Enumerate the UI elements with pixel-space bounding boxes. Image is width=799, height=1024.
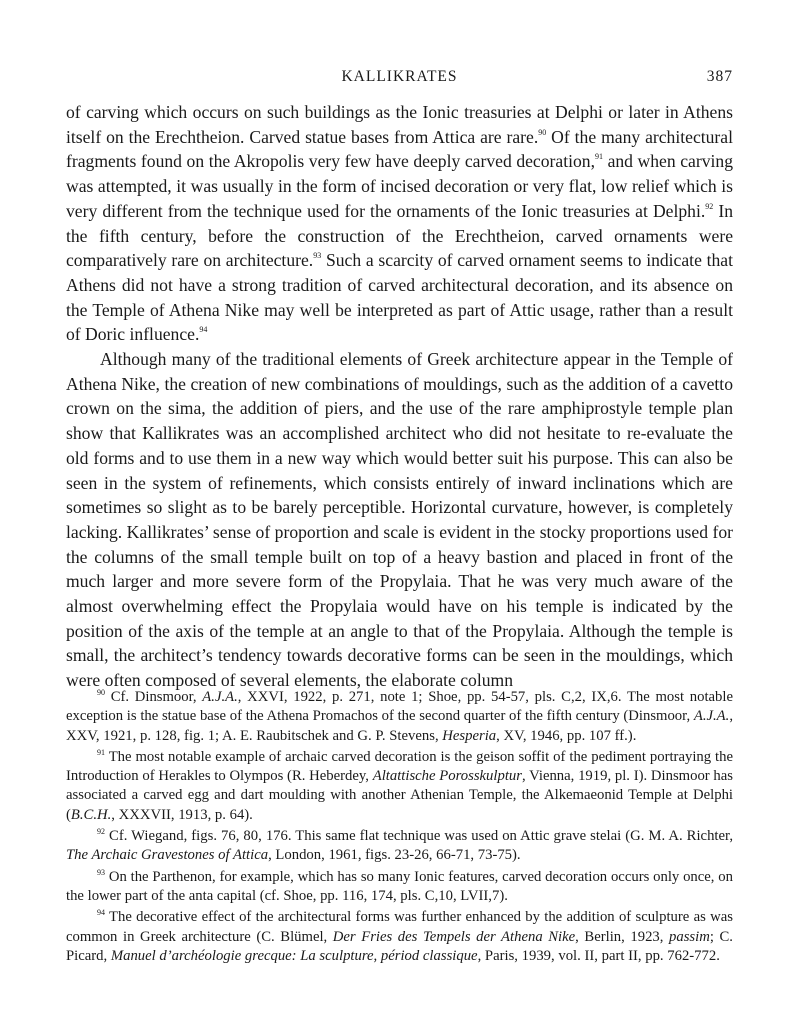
footnote-ref-91[interactable]: 91 [594, 152, 603, 162]
page-number: 387 [706, 68, 733, 85]
footnote-92: $^{92}$ Cf. Wiegand, figs. 76, 80, 176. This same flat technique was used on Attic grave stelai (G. M. A. Richter, The Archaic Gravestones of Attica, London, 1961, figs. 23-26, 66-71, 73-75). [66, 827, 733, 864]
running-title: KALLIKRATES [341, 68, 458, 85]
footnote-ref-90[interactable]: 90 [538, 127, 547, 137]
footnote-ref-94[interactable]: 94 [199, 325, 208, 335]
footnote-ref-92[interactable]: 92 [705, 201, 714, 211]
paragraph-1: of carving which occurs on such buildings as the Ionic treasuries at Delphi or later in Athens itself on the Erechtheion. Carved statue bases from Attica are rare.$^{90}$ Of the many architectural fragments found on the Akropolis very few have deeply carved decoration,$^{91}$ and when carving was attempted, it was usually in the form of incised decoration or very flat, low relief which is very different from the technique used for the ornaments of the Ionic treasuries at Delphi.$^{92}$ In the fifth century, before the construction of the Erechtheion, carved ornaments were comparatively rare on architecture.$^{93}$ Such a scarcity of carved ornament seems to indicate that Athens did not have a strong tradition of carved architectural decoration, and its absence on the Temple of Athena Nike may well be interpreted as part of Attic usage, rather than a result of Doric influence.$^{94}$ [66, 102, 734, 345]
footnotes [66, 688, 733, 968]
footnote-90: $^{90}$ Cf. Dinsmoor, A.J.A., XXVI, 1922, p. 271, note 1; Shoe, pp. 54-57, pls. C,2, IX,6. The most notable exception is the statue base of the Athena Promachos of the second quarter of the fifth century (Dinsmoor, A.J.A., XXV, 1921, p. 128, fig. 1; A. E. Raubitschek and G. P. Stevens, Hesperia, XV, 1946, pp. 107 ff.). [66, 688, 733, 744]
footnote-93: $^{93}$ On the Parthenon, for example, which has so many Ionic features, carved decoration occurs only once, on the lower part of the anta capital (cf. Shoe, pp. 116, 174, pls. C,10, LVII,7). [66, 867, 733, 904]
footnote-number: 91 [97, 747, 105, 757]
paragraph-2: Although many of the traditional elements of Greek architecture appear in the Temple of Athena Nike, the creation of new combinations of mouldings, such as the addition of a cavetto crown on the sima, the addition of piers, and the use of the rare amphiprostyle temple plan show that Kallikrates was an accomplished architect who did not hesitate to re-evaluate the old forms and to use them in a new way which would better suit his purpose. This can also be seen in the system of refinements, which consists entirely of inward inclinations which are sometimes so slight as to be barely perceptible. Horizontal curvature, however, is completely lacking. Kallikrates’ sense of proportion and scale is evident in the stocky proportions used for the columns of the small temple built on top of a heavy bastion and placed in front of the much larger and more severe form of the Propylaia. That he was very much aware of the almost overwhelming effect the Propylaia would have on his temple is indicated by the position of the axis of the temple at an angle to that of the Propylaia. Although the temple is small, the architect’s tendency towards decorative forms can be seen in the mouldings, which were often composed of several elements, the elaborate column [66, 349, 733, 691]
footnote-94: $^{94}$ The decorative effect of the architectural forms was further enhanced by the addition of sculpture as was common in Greek architecture (C. Blümel, Der Fries des Tempels der Athena Nike, Berlin, 1923, passim; C. Picard, Manuel d’archéologie grecque: La sculpture, périod classique, Paris, 1939, vol. II, part II, pp. 762-772. [66, 908, 733, 964]
body-text [66, 100, 733, 693]
footnote-number: 92 [97, 827, 105, 837]
footnote-number: 94 [97, 908, 105, 918]
footnote-number: 93 [97, 867, 105, 877]
footnote-91: $^{91}$ The most notable example of archaic carved decoration is the geison soffit of the pediment portraying the Introduction of Herakles to Olympos (R. Heberdey, Altattische Porosskulptur, Vienna, 1919, pl. I). Dinsmoor has associated a carved egg and dart moulding with another Athenian Temple, the Alkemaeonid Temple at Delphi (B.C.H., XXXVII, 1913, p. 64). [66, 747, 733, 823]
footnote-ref-93[interactable]: 93 [313, 251, 322, 261]
running-head [66, 68, 733, 90]
footnote-number: 90 [97, 688, 105, 697]
